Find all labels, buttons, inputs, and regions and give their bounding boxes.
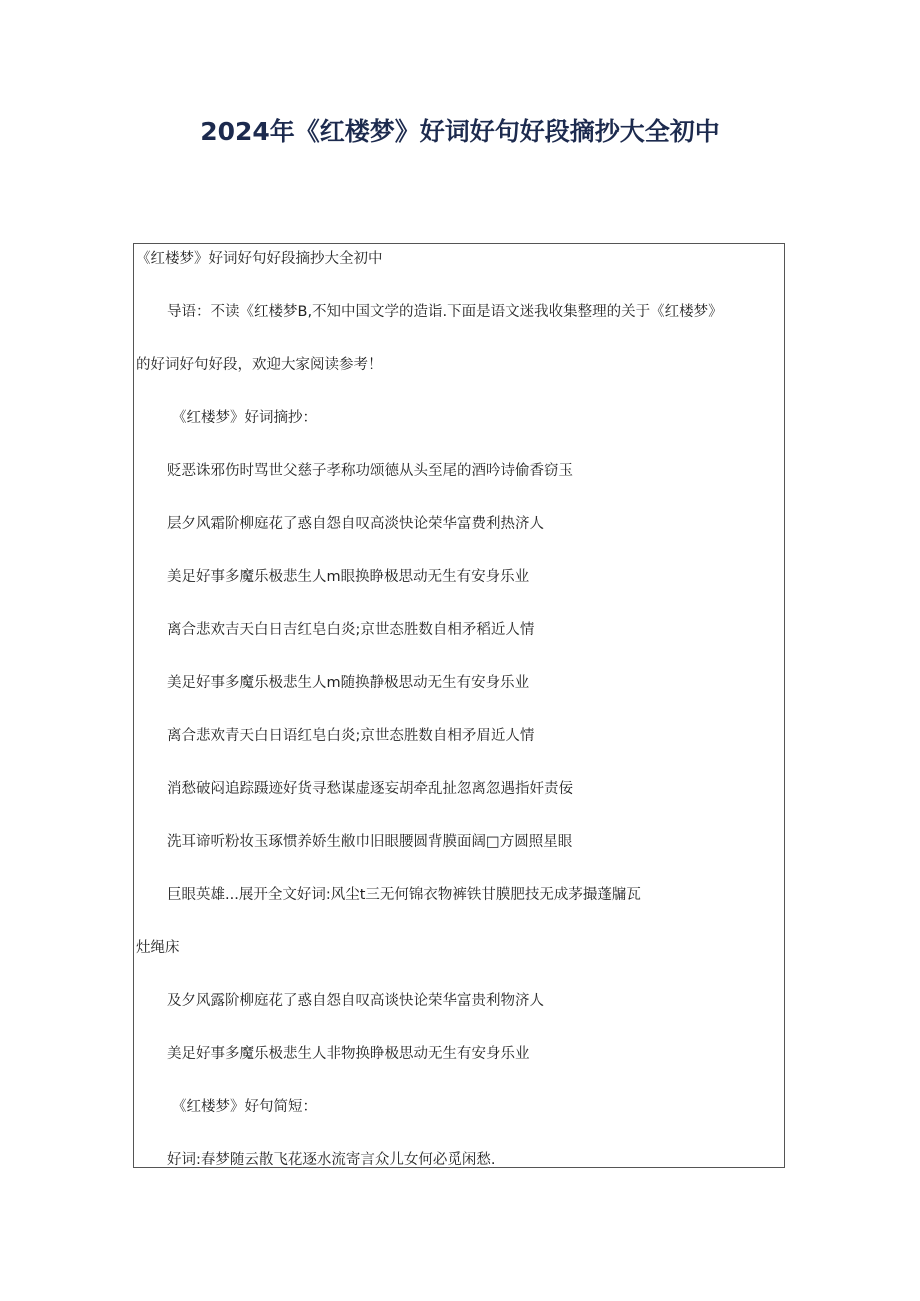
text-line: 《红楼梦》好词摘抄：	[172, 410, 317, 426]
text-line: 《红楼梦》好词好句好段摘抄大全初中	[136, 251, 383, 267]
text-line: 美足好事多魔乐极悲生人m眼换睁极思动无生有安身乐业	[167, 569, 530, 585]
text-line: 美足好事多魔乐极悲生人非物换睁极思动无生有安身乐业	[167, 1046, 530, 1062]
text-line: 导语：不读《红楼梦B,不知中国文学的造诣.下面是语文迷我收集整理的关于《红楼梦》	[167, 304, 723, 320]
text-line: 贬恶诛邪伤时骂世父慈子孝称功颂德从头至尾的酒吟诗偷香窃玉	[167, 463, 573, 479]
text-line: 好词:春梦随云散飞花逐水流寄言众儿女何必觅闲愁.	[167, 1152, 496, 1168]
text-line: 美足好事多魔乐极悲生人m随换静极思动无生有安身乐业	[167, 675, 530, 691]
text-line: 巨眼英雄...展开全文好词:风尘t三无何锦衣物裤铁甘膜肥技无成茅撮蓬牖瓦	[167, 887, 641, 903]
text-line: 《红楼梦》好句简短：	[172, 1099, 317, 1115]
text-line: 的好词好句好段，欢迎大家阅读参考！	[136, 357, 383, 373]
text-line: 层夕风霜阶柳庭花了惑自怨自叹高淡快论荣华富费利热济人	[167, 516, 544, 532]
text-line: 离合悲欢青天白日语红皂白炎;京世态胜数自相矛眉近人情	[167, 728, 535, 744]
document-title: 2024年《红楼梦》好词好句好段摘抄大全初中	[200, 117, 720, 146]
text-line: 灶绳床	[136, 940, 180, 956]
text-line: 及夕风露阶柳庭花了惑自怨自叹高谈快论荣华富贵利物济人	[167, 993, 544, 1009]
text-line: 消愁破闷追踪蹑迹好货寻愁谋虚逐妄胡牵乱扯忽离忽遇指奸责佞	[167, 781, 573, 797]
text-line: 离合悲欢吉天白日吉红皂白炎;京世态胜数自相矛稻近人情	[167, 622, 535, 638]
text-line: 洗耳谛听粉妆玉琢惯养娇生敝巾旧眼腰圆背膜面阔□方圆照星眼	[167, 834, 573, 850]
content-box	[133, 243, 785, 1168]
